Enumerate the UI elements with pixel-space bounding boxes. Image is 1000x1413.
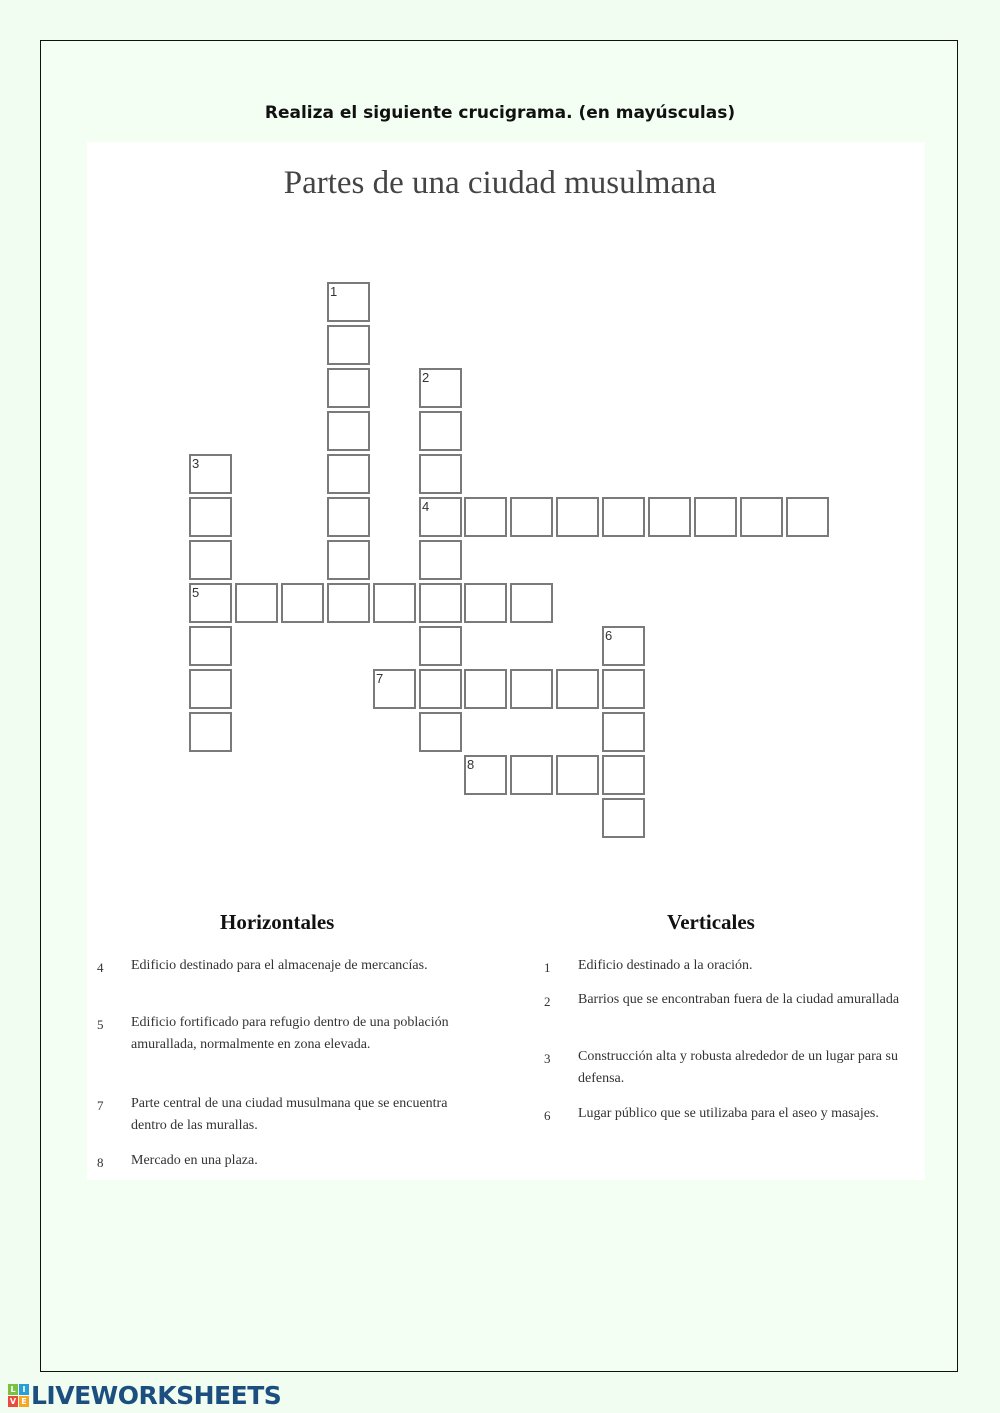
crossword-cell[interactable] [327,497,370,537]
clue-down-2 [544,989,914,1011]
crossword-cell[interactable] [464,583,507,623]
clue-number: 7 [97,1098,104,1113]
crossword-letter-input[interactable] [329,370,368,406]
crossword-letter-input[interactable] [329,499,368,535]
logo-brand-text: LIVEWORKSHEETS [31,1381,282,1410]
crossword-cell[interactable] [602,798,645,838]
crossword-letter-input[interactable] [191,499,230,535]
crossword-letter-input[interactable] [788,499,827,535]
crossword-letter-input[interactable] [558,499,597,535]
crossword-letter-input[interactable] [604,714,643,750]
crossword-letter-input[interactable] [512,757,551,793]
crossword-letter-input[interactable] [421,671,460,707]
crossword-letter-input[interactable] [466,671,505,707]
crossword-cell[interactable] [327,411,370,451]
crossword-cell[interactable] [189,540,232,580]
crossword-letter-input[interactable] [421,370,460,406]
crossword-cell[interactable] [419,368,462,408]
crossword-cell[interactable] [602,669,645,709]
crossword-cell[interactable] [327,282,370,322]
crossword-letter-input[interactable] [329,585,368,621]
crossword-letter-input[interactable] [696,499,735,535]
clue-text: Edificio fortificado para refugio dentro de una población amurallada, normalmente en zona elevada. [131,1015,449,1052]
crossword-letter-input[interactable] [421,714,460,750]
crossword-cell[interactable] [464,497,507,537]
verticales-heading: Verticales [667,910,755,934]
crossword-cell[interactable] [189,669,232,709]
crossword-cell[interactable] [327,540,370,580]
crossword-letter-input[interactable] [421,585,460,621]
crossword-letter-input[interactable] [558,757,597,793]
crossword-cell[interactable] [281,583,324,623]
crossword-letter-input[interactable] [604,499,643,535]
clue-down-3 [544,1046,904,1090]
crossword-cell[interactable] [464,755,507,795]
crossword-cell[interactable] [373,583,416,623]
crossword-cell[interactable] [189,626,232,666]
crossword-letter-input[interactable] [191,628,230,664]
crossword-letter-input[interactable] [191,671,230,707]
crossword-cell[interactable] [419,583,462,623]
crossword-cell[interactable] [189,712,232,752]
crossword-letter-input[interactable] [191,542,230,578]
crossword-letter-input[interactable] [466,585,505,621]
crossword-letter-input[interactable] [191,585,230,621]
crossword-letter-input[interactable] [604,757,643,793]
crossword-cell[interactable] [419,712,462,752]
clue-number-label: 2 [422,370,430,385]
crossword-cell[interactable] [556,755,599,795]
logo-letter: E [19,1396,29,1407]
crossword-letter-input[interactable] [742,499,781,535]
clue-text: Barrios que se encontraban fuera de la ciudad amurallada [578,992,900,1007]
crossword-cell[interactable] [419,540,462,580]
crossword-letter-input[interactable] [421,413,460,449]
crossword-cell[interactable] [556,497,599,537]
clue-text: Edificio destinado para el almacenaje de mercancías. [131,958,428,973]
logo-live-icon [8,1384,29,1407]
crossword-cell[interactable] [694,497,737,537]
crossword-cell[interactable] [786,497,829,537]
crossword-letter-input[interactable] [191,714,230,750]
clue-down-6 [544,1103,914,1125]
horizontales-heading: Horizontales [220,910,335,934]
crossword-letter-input[interactable] [375,671,414,707]
clue-number: 8 [97,1155,104,1170]
crossword-letter-input[interactable] [421,542,460,578]
crossword-cell[interactable] [419,497,462,537]
crossword-cell[interactable] [419,411,462,451]
crossword-cell[interactable] [602,712,645,752]
crossword-cell[interactable] [189,497,232,537]
crossword-cell[interactable] [373,669,416,709]
crossword-letter-input[interactable] [421,499,460,535]
logo-letter: I [19,1384,29,1395]
crossword-letter-input[interactable] [466,757,505,793]
instruction-text: Realiza el siguiente crucigrama. (en mayúsculas) [264,103,736,123]
crossword-cell[interactable] [510,497,553,537]
crossword-cell[interactable] [740,497,783,537]
crossword-letter-input[interactable] [512,499,551,535]
clue-number-label: 1 [330,284,338,299]
crossword-cell[interactable] [556,669,599,709]
crossword-letter-input[interactable] [650,499,689,535]
crossword-letter-input[interactable] [329,327,368,363]
crossword-letter-input[interactable] [237,585,276,621]
crossword-cell[interactable] [510,755,553,795]
crossword-cell[interactable] [327,583,370,623]
clue-number-label: 4 [422,499,430,514]
crossword-cell[interactable] [327,368,370,408]
clue-number: 6 [544,1108,551,1123]
crossword-letter-input[interactable] [283,585,322,621]
crossword-cell[interactable] [602,626,645,666]
crossword-letter-input[interactable] [558,671,597,707]
crossword-letter-input[interactable] [512,671,551,707]
crossword-letter-input[interactable] [604,800,643,836]
crossword-letter-input[interactable] [604,671,643,707]
clue-text: Lugar público que se utilizaba para el aseo y masajes. [578,1106,879,1121]
clue-number-label: 7 [376,671,384,686]
crossword-cell[interactable] [464,669,507,709]
clue-text: Mercado en una plaza. [131,1153,258,1168]
crossword-cell[interactable] [510,583,553,623]
crossword-cell[interactable] [189,454,232,494]
crossword-cell[interactable] [648,497,691,537]
clue-number-label: 8 [467,757,475,772]
clue-across-7 [97,1093,477,1137]
crossword-letter-input[interactable] [466,499,505,535]
clue-across-4 [97,955,457,977]
liveworksheets-logo[interactable] [8,1381,281,1410]
clue-text: Parte central de una ciudad musulmana que se encuentra dentro de las murallas. [131,1096,448,1133]
clue-number: 4 [97,960,104,975]
clue-across-5 [97,1012,467,1056]
clue-number-label: 3 [192,456,200,471]
crossword-letter-input[interactable] [421,456,460,492]
clue-number: 1 [544,960,551,975]
clue-text: Edificio destinado a la oración. [578,958,753,973]
crossword-letter-input[interactable] [604,628,643,664]
crossword-cell[interactable] [419,454,462,494]
crossword-cell[interactable] [510,669,553,709]
clue-number-label: 6 [605,628,613,643]
logo-letter: L [8,1384,18,1395]
crossword-cell[interactable] [419,626,462,666]
clue-number: 5 [97,1017,104,1032]
crossword-letter-input[interactable] [329,413,368,449]
crossword-cell[interactable] [327,325,370,365]
clue-across-8 [97,1150,477,1172]
crossword-cell[interactable] [235,583,278,623]
crossword-letter-input[interactable] [329,284,368,320]
clue-number-label: 5 [192,585,200,600]
clue-down-1 [544,955,914,977]
crossword-cell[interactable] [602,497,645,537]
crossword-cell[interactable] [602,755,645,795]
crossword-cell[interactable] [189,583,232,623]
crossword-letter-input[interactable] [421,628,460,664]
logo-letter: V [9,1397,17,1406]
clue-number: 2 [544,994,551,1009]
crossword-title: Partes de una ciudad musulmana [283,165,717,201]
clue-number: 3 [544,1051,551,1066]
clue-text: Construcción alta y robusta alrededor de un lugar para su defensa. [578,1049,898,1086]
crossword-letter-input[interactable] [512,585,551,621]
crossword-letter-input[interactable] [191,456,230,492]
crossword-letter-input[interactable] [329,542,368,578]
crossword-letter-input[interactable] [329,456,368,492]
crossword-cell[interactable] [327,454,370,494]
crossword-cell[interactable] [419,669,462,709]
crossword-letter-input[interactable] [375,585,414,621]
